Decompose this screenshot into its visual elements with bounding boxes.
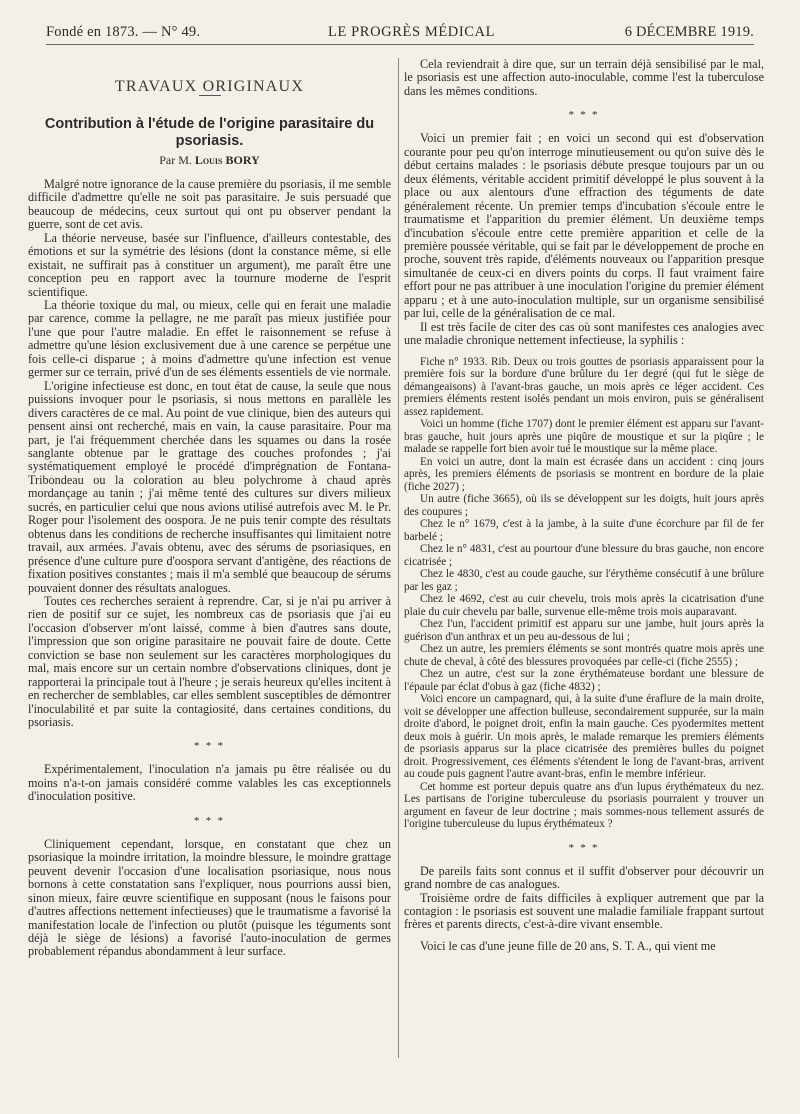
- case-entry: Chez l'un, l'accident primitif est apparu sur une jambe, huit jours après la guérison d'un anthrax et un peu au-dessous de lui ;: [404, 618, 764, 643]
- case-entry: En voici un autre, dont la main est écrasée dans un accident : cinq jours après, les premiers éléments de psoriasis se montrent en bordure de la plaie (fiche 2027) ;: [404, 455, 764, 493]
- case-entry: Chez le 4692, c'est au cuir chevelu, trois mois après la cicatrisation d'une plaie du cuir chevelu par balle, survenue elle-même trois mois auparavant.: [404, 593, 764, 618]
- section-rubric: TRAVAUX ORIGINAUX: [114, 78, 305, 95]
- column-divider: [398, 58, 399, 1058]
- paragraph: Voici un premier fait ; en voici un second qui est d'observation courante pour peu qu'on interroge minutieusement ou qu'on suive dès le début certains malades : le psoriasis débute presque toujours par un ou deux éléments, véritable accident primitif développé le plus souvent à la place ou aux alentours d'une effraction des téguments de date généralement récente. Un premier temps d'incubation s'écoule entre le traumatisme et l'apparition du premier élément. Un deuxième temps d'incubation s'écoule entre cette première apparition et celle de la première poussée véritable, qui se fait par le développement de proche en proche, souvent très rapide, d'éléments nouveaux ou l'apparition presque simultanée de ceux-ci en divers points du corps. Il faut vraiment faire effort pour ne pas attribuer à une inoculation l'origine du premier élément apparu ; et à une auto-inoculation multiple, sur un organisme sensibilisé par lui, celle de la généralisation de ce mal.: [404, 131, 764, 321]
- paragraph: La théorie toxique du mal, ou mieux, celle qui en ferait une maladie par carence, comme la pellagre, ne me paraît pas mieux justifiée pour l'une que pour l'autre maladie. En effet le raisonnement se refuse à admettre qu'une lésion exclusivement due à une carence se perpétue une fois celle-ci disparue ; à moins d'admettre qu'une infection est venue germer sur ce terrain, privé d'un de ses éléments essentiels de vie normale.: [28, 297, 391, 380]
- rubric-rule: [199, 95, 221, 96]
- paragraph: Toutes ces recherches seraient à reprendre. Car, si je n'ai pu arriver à rien de positif sur ce sujet, les nombreux cas de psoriasis que j'ai eu l'occasion d'observer m'ont laissé, comme à bien d'autres sans doute, l'impression que son origine parasitaire ne pouvait faire de doute. Cette conviction se base non seulement sur les caractères morphologiques du mal, mais encore sur un certain nombre d'observations cliniques, dont je rapporterai la principale tout à l'heure ; je serais heureux qu'elles incitent à en rechercher de semblables, car elles semblent susceptibles de démontrer l'inoculabilité et par suite la contagiosité, dans certaines conditions, du psoriasis.: [28, 593, 391, 730]
- left-column: [28, 58, 391, 1098]
- paragraph: De pareils faits sont connus et il suffit d'observer pour découvrir un grand nombre de cas analogues.: [404, 863, 764, 892]
- case-entry: Chez le n° 4831, c'est au pourtour d'une blessure du bras gauche, non encore cicatrisée ;: [404, 543, 764, 568]
- case-entry: Un autre (fiche 3665), où ils se développent sur les doigts, huit jours après des coupures ;: [404, 493, 764, 518]
- section-separator: * * *: [568, 109, 600, 122]
- paragraph: Il est très facile de citer des cas où sont manifestes ces analogies avec une maladie chronique nettement infectieuse, la syphilis :: [404, 319, 764, 348]
- paragraph: Cela reviendrait à dire que, sur un terrain déjà sensibilisé par le mal, le psoriasis est une affection auto-inoculable, comme l'est la tuberculose dans les mêmes conditions.: [404, 58, 764, 98]
- issue-date: 6 DÉCEMBRE 1919.: [624, 24, 754, 40]
- section-separator: * * *: [194, 814, 225, 827]
- page-header: [46, 22, 754, 45]
- case-entry: Voici encore un campagnard, qui, à la suite d'une éraflure de la main droite, voit se développer une affection bulleuse, secondairement suppurée, sur la main droite d'abord, le poignet droit, enfin la main gauche. Ces pyodermites mettent deux mois à guérir. Un mois après, le malade remarque les premiers éléments de psoriasis apparus sur la place cicatrisée des premières bulles du poignet droit. Progressivement, ces éléments s'étendent le long de l'avant-bras, arrivent au coude puis gagnent l'autre avant-bras, enfin le membre inférieur.: [404, 693, 764, 781]
- case-entry: Cet homme est porteur depuis quatre ans d'un lupus érythémateux du nez. Les partisans de l'origine tuberculeuse du psoriasis pourraient y trouver un argument en faveur de leur doctrine ; mais sommes-nous tellement assurés de l'origine tuberculeuse du lupus érythémateux ?: [404, 780, 764, 831]
- case-entry: Voici un homme (fiche 1707) dont le premier élément est apparu sur l'avant-bras gauche, huit jours après une piqûre de moustique et sur la piqûre ; le malade se rappelle fort bien avoir tué le moustique sur la même place.: [404, 418, 764, 456]
- paragraph: Voici le cas d'une jeune fille de 20 ans, S. T. A., qui vient me: [420, 938, 716, 953]
- section-separator: * * *: [568, 841, 600, 854]
- case-entry: Chez un autre, c'est sur la zone érythémateuse bordant une blessure de l'épaule par éclat d'obus à gaz (fiche 4832) ;: [404, 668, 764, 693]
- paragraph: L'origine infectieuse est donc, en tout état de cause, la seule que nous puissions invoquer pour le psoriasis, si nous mettons en parallèle les divers caractères de ce mal. Au point de vue clinique, bien des auteurs qui pensent ainsi ont recherché, mais en vain, la cause parasitaire. Pour ma part, je l'ai fréquemment cherchée dans les squames ou dans la rosée sanglante obtenue par le grattage des couches profondes ; j'ai systématiquement employé le procédé d'imprégnation de Fontana-Tribondeau ou la coloration au bleu polychrome à chaud après mordançage au tanin ; j'ai même tenté des cultures sur divers milieux sucrés, en particulier celui que nous avions utilisé autrefois avec M. le Pr. Roger pour l'isolement des oospora. Je ne puis tenir compte des résultats obtenus dans les conditions de recherche insuffisantes qui limitaient notre travail, aux armées. J'avais obtenu, avec des sérums de psoriasiques, en présence d'une culture pure d'oospora servant d'antigène, des réactions de fixation positives constantes ; mais il m'a semblé que beaucoup de sérums pouvaient donner des résultats analogues.: [28, 378, 391, 595]
- case-entry: Chez le n° 1679, c'est à la jambe, à la suite d'une écorchure par fil de fer barbelé ;: [404, 518, 764, 543]
- byline: [28, 154, 391, 167]
- right-column: [404, 58, 764, 1098]
- case-entry: Chez un autre, les premiers éléments se sont montrés quatre mois après une chute de cheval, à côté des blessures provoquées par celle-ci (fiche 2555) ;: [404, 643, 764, 668]
- author-name: Louis BORY: [194, 153, 260, 168]
- paragraph: Expérimentalement, l'inoculation n'a jamais pu être réalisée ou du moins n'a-t-on jamais considéré comme valables les cas exceptionnels d'inoculation positive.: [28, 762, 391, 804]
- spacer: [404, 348, 764, 356]
- paragraph: Troisième ordre de faits difficiles à expliquer autrement que par la contagion : le psoriasis est souvent une maladie familiale frappant surtout frères et parents directs, c'est-à-dire vivant ensemble.: [404, 890, 764, 932]
- journal-title: LE PROGRÈS MÉDICAL: [328, 24, 496, 40]
- case-list: [404, 356, 764, 831]
- section-separator: * * *: [194, 740, 225, 753]
- article-title: Contribution à l'étude de l'origine parasitaire du psoriasis.: [44, 116, 375, 150]
- byline-prefix: Par M.: [159, 153, 192, 168]
- case-entry: Fiche n° 1933. Rib. Deux ou trois gouttes de psoriasis apparaissent pour la première fois sur la bordure d'une brûlure du 1er degré (qui fut le siège de démangeaisons) à l'avant-bras gauche, un mois après ce léger accident. Ces premiers éléments restent isolés pendant un mois environ, puis se généralisent assez rapidement.: [404, 355, 764, 418]
- paragraph: La théorie nerveuse, basée sur l'influence, d'ailleurs contestable, des émotions et sur la symétrie des lésions (dont la constance même, si elle existait, ne suffirait pas à constituer un argument), me paraît être une conception peu en rapport avec la tournure moderne de l'esprit scientifique.: [28, 230, 391, 299]
- paragraph: Malgré notre ignorance de la cause première du psoriasis, il me semble difficile d'admettre qu'elle ne soit pas parasitaire. Je suis persuadé que beaucoup de médecins, ceux surtout qui ont pu observer pendant la guerre, sont de cet avis.: [28, 176, 391, 232]
- case-entry: Chez le 4830, c'est au coude gauche, sur l'érythème consécutif à une brûlure par les gaz ;: [404, 568, 764, 593]
- paragraph: Cliniquement cependant, lorsque, en constatant que chez un psoriasique la moindre irritation, la moindre blessure, le moindre grattage peuvent devenir l'occasion d'une localisation psoriasique, nous nous bornons à cette constatation sans l'expliquer, nous pourrions aussi bien, sinon mieux, faire œuvre scientifique en supposant (nous le faisons pour d'autres affections nettement infectieuses) que le traumatisme a favorisé la manifestation locale de l'infection ou plutôt (puisque les téguments sont déjà le siège de lésions) a favorisé l'auto-inoculation de germes probablement répandus abondamment à leur surface.: [28, 836, 391, 959]
- founding-note: Fondé en 1873. — N° 49.: [46, 24, 201, 40]
